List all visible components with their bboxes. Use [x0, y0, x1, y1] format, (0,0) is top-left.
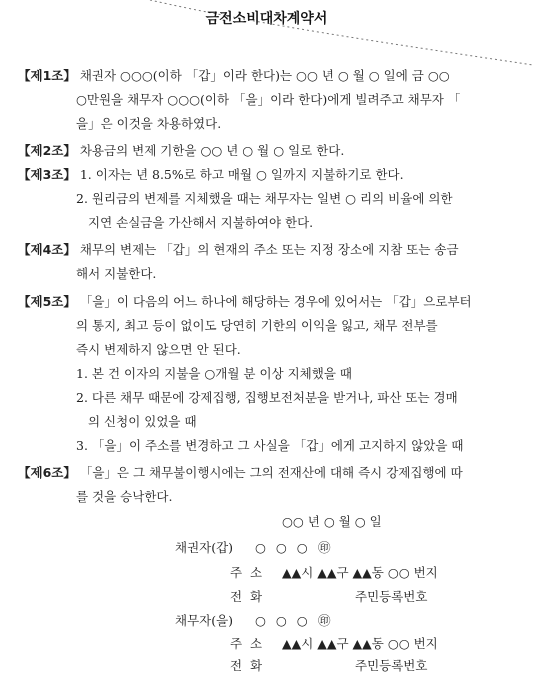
article-6: [18, 461, 510, 509]
debtor-address-value: ▲▲시 ▲▲구 ▲▲동 ○○ 번지: [282, 636, 438, 651]
creditor-address-value: ▲▲시 ▲▲구 ▲▲동 ○○ 번지: [282, 565, 438, 580]
article-text: 1. 이자는 년 8.5%로 하고 매월 ○ 일까지 지불하기로 한다.: [79, 167, 404, 182]
article-label: 【제3조】: [18, 167, 76, 182]
debtor-id-label: 주민등록번호: [355, 658, 428, 673]
article-3: [18, 163, 510, 235]
article-text: 해서 지불한다.: [76, 266, 157, 281]
debtor-address-label: 주 소: [230, 636, 263, 651]
article-text: 3. 「을」이 주소를 변경하고 그 사실을 「갑」에게 고지하지 않았을 때: [76, 438, 464, 453]
creditor-address-label: 주 소: [230, 565, 263, 580]
article-text: 채무의 변제는 「갑」의 현재의 주소 또는 지정 장소에 지참 또는 송금: [79, 242, 459, 257]
article-label: 【제6조】: [18, 465, 76, 480]
article-text: 를 것을 승낙한다.: [76, 489, 173, 504]
creditor-label: 채권자(갑): [175, 540, 234, 555]
creditor-name: ○ ○ ○: [255, 540, 311, 555]
article-label: 【제5조】: [18, 294, 76, 309]
debtor-seal-icon: ㊞: [318, 613, 331, 628]
article-text: 「을」은 그 채무불이행시에는 그의 전재산에 대해 즉시 강제집행에 따: [79, 465, 463, 480]
debtor-label: 채무자(을): [175, 613, 234, 628]
article-text: ○만원을 채무자 ○○○(이하 「을」이라 한다)에게 빌려주고 채무자 「: [76, 92, 461, 107]
article-2: [18, 139, 510, 163]
article-text: 1. 본 건 이자의 지불을 ○개월 분 이상 지체했을 때: [76, 366, 352, 381]
article-text: 2. 원리금의 변제를 지체했을 때는 채무자는 일변 ○ 리의 비율에 의한: [76, 191, 453, 206]
creditor-seal-icon: ㊞: [318, 540, 331, 555]
article-text: 즉시 변제하지 않으면 안 된다.: [76, 342, 241, 357]
article-label: 【제2조】: [18, 143, 76, 158]
signature-date: ○○ 년 ○ 월 ○ 일: [282, 514, 382, 529]
document-title: 금전소비대차계약서: [205, 11, 328, 27]
article-text: 의 통지, 최고 등이 없이도 당연히 기한의 이익을 잃고, 채무 전부를: [76, 318, 438, 333]
article-text: 의 신청이 있었을 때: [88, 414, 197, 429]
creditor-phone-label: 전 화: [230, 589, 263, 604]
article-text: 2. 다른 채무 때문에 강제집행, 집행보전처분을 받거나, 파산 또는 경매: [76, 390, 458, 405]
article-5: [18, 290, 510, 458]
debtor-phone-label: 전 화: [230, 658, 263, 673]
creditor-id-label: 주민등록번호: [355, 589, 428, 604]
article-label: 【제4조】: [18, 242, 76, 257]
article-4: [18, 238, 510, 286]
article-text: 을」은 이것을 차용하였다.: [76, 116, 222, 131]
debtor-name: ○ ○ ○: [255, 613, 311, 628]
article-1: [18, 64, 510, 136]
article-text: 차용금의 변제 기한을 ○○ 년 ○ 월 ○ 일로 한다.: [79, 143, 345, 158]
article-label: 【제1조】: [18, 68, 76, 83]
article-text: 지연 손실금을 가산해서 지불하여야 한다.: [88, 215, 314, 230]
article-text: 채권자 ○○○(이하 「갑」이라 한다)는 ○○ 년 ○ 월 ○ 일에 금 ○○: [79, 68, 450, 83]
article-text: 「을」이 다음의 어느 하나에 해당하는 경우에 있어서는 「갑」으로부터: [79, 294, 472, 309]
